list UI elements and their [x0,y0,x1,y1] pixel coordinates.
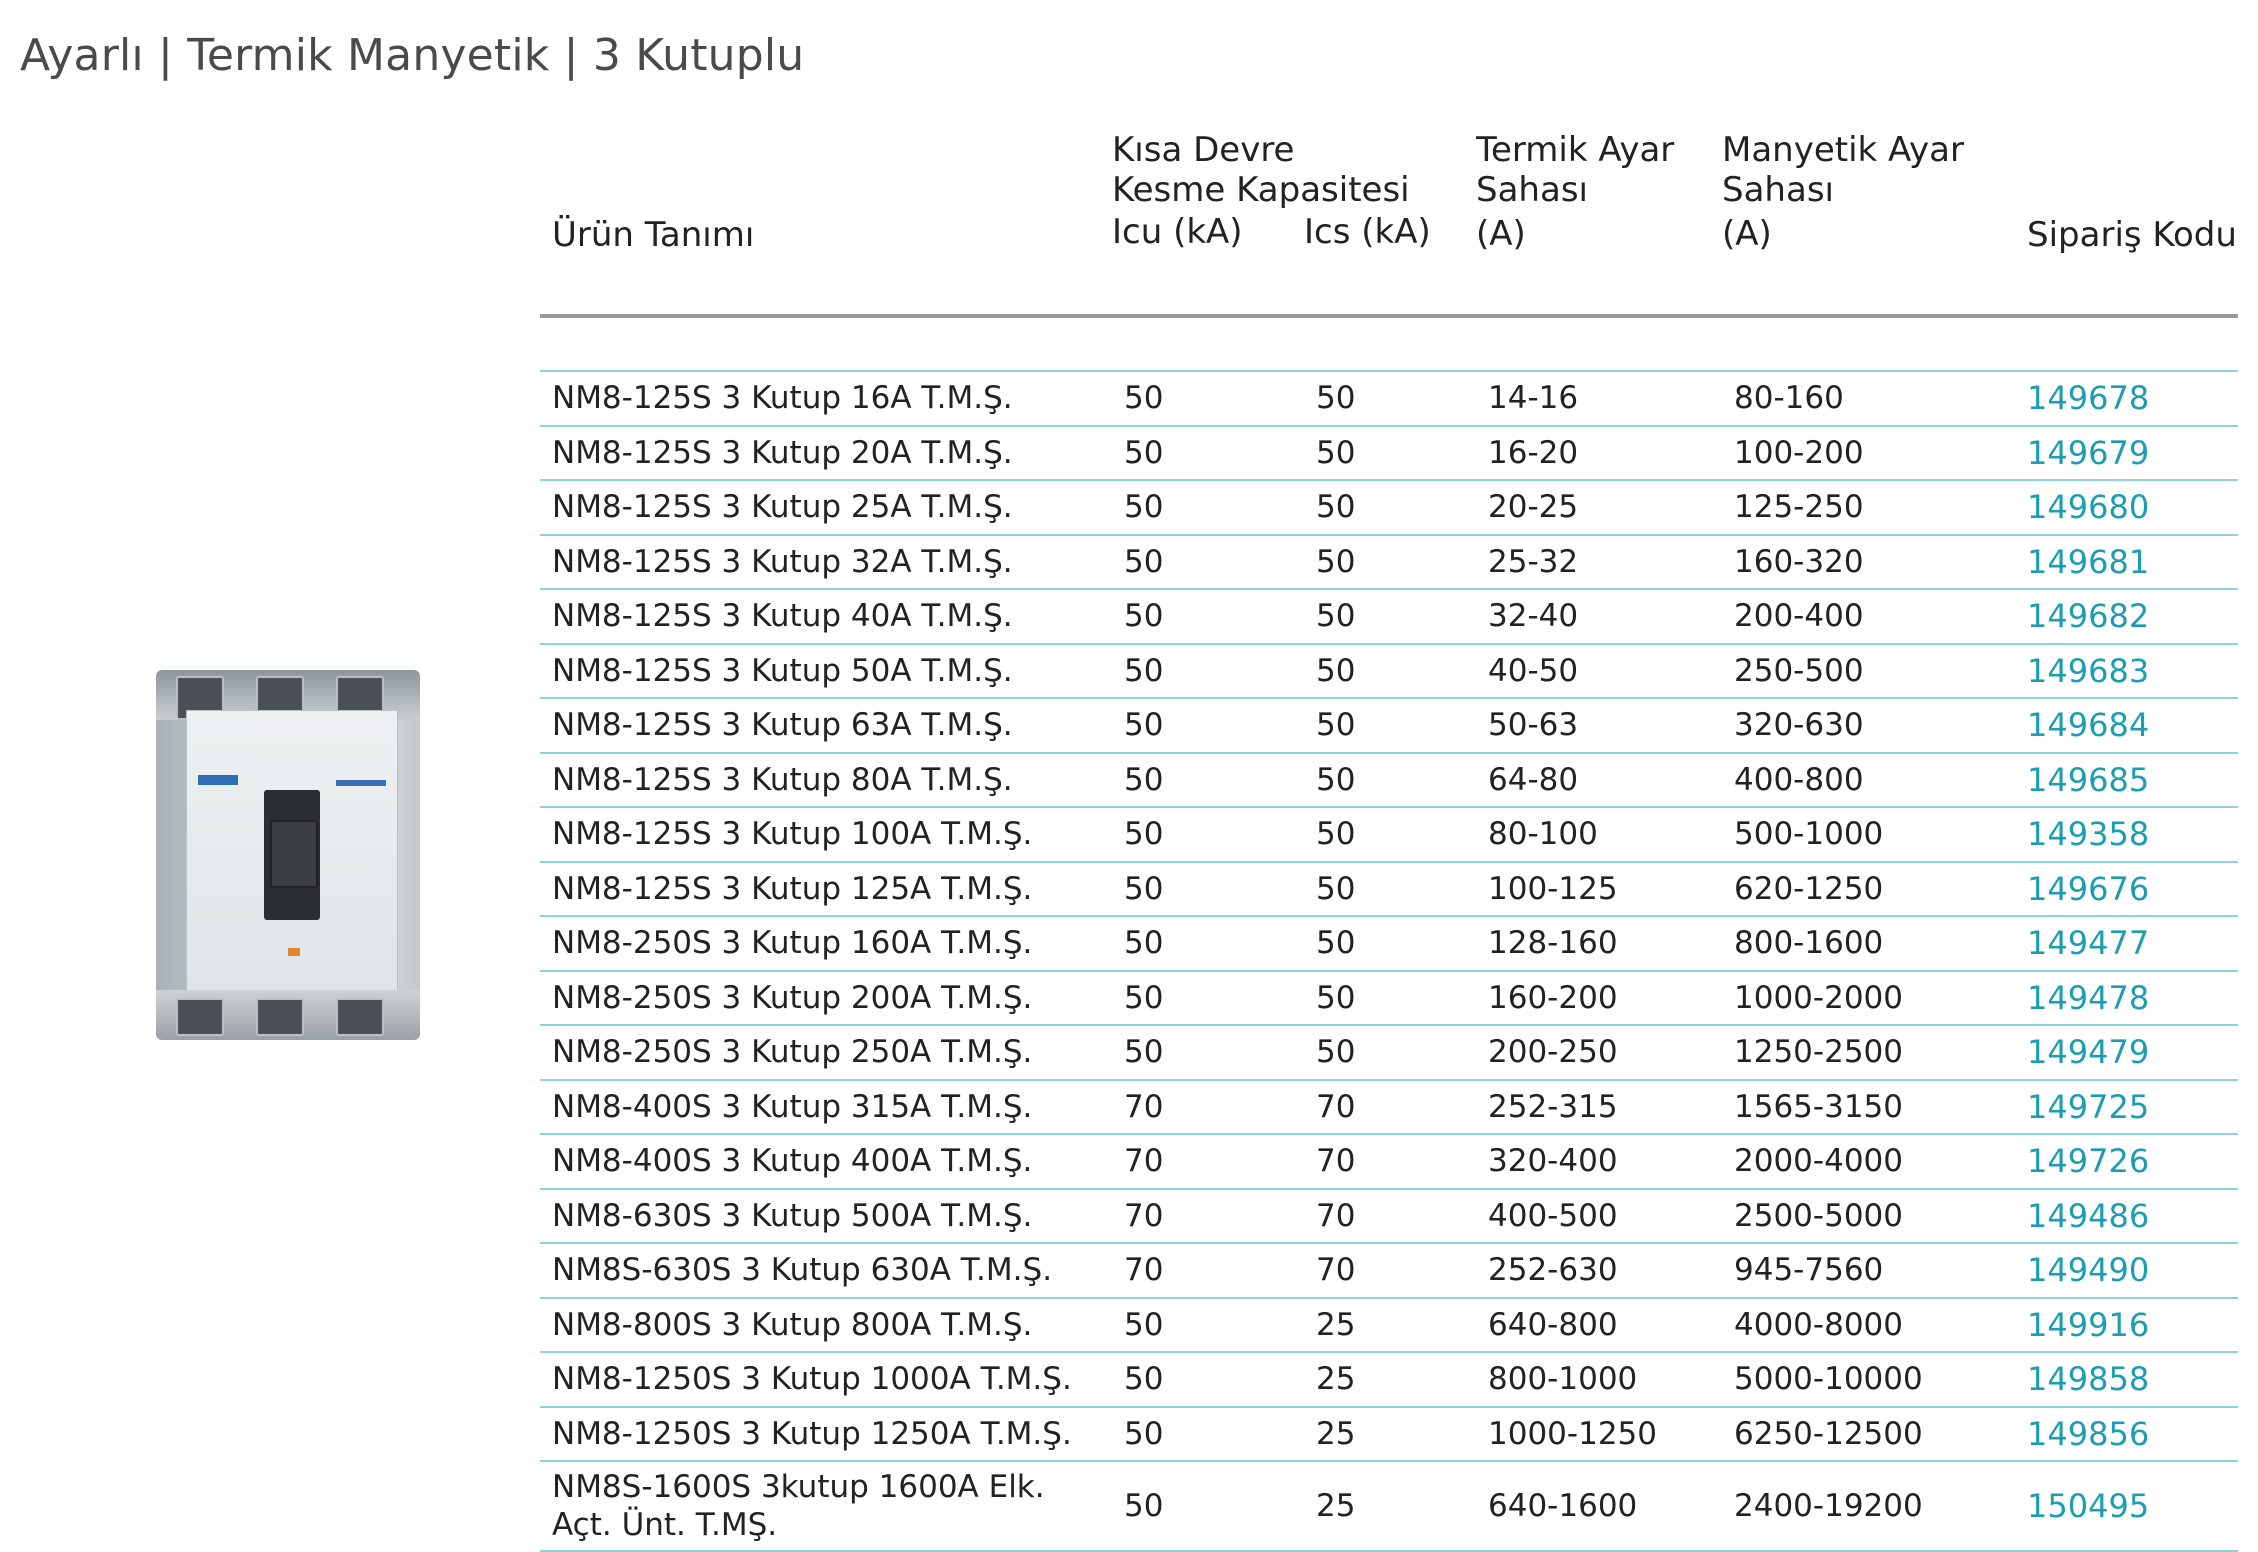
page-title: Ayarlı | Termik Manyetik | 3 Kutuplu [20,30,805,81]
ics-cell: 70 [1304,1080,1476,1135]
ics-cell: 50 [1304,535,1476,590]
thermal-range-cell: 640-1600 [1476,1461,1722,1551]
magnetic-range-cell: 125-250 [1722,480,2015,535]
header-thermal-unit: (A) [1476,214,1526,254]
table-body [540,371,2238,1551]
toggle-handle [270,820,318,888]
header-product [540,130,1112,300]
product-table [540,130,2238,1552]
table-row [540,698,2238,753]
header-magnetic-line1: Manyetik Ayar [1722,130,1964,170]
ics-cell: 50 [1304,971,1476,1026]
thermal-range-cell: 40-50 [1476,644,1722,699]
thermal-range-cell: 640-800 [1476,1298,1722,1353]
magnetic-range-cell: 200-400 [1722,589,2015,644]
table-row [540,644,2238,699]
thermal-range-cell: 320-400 [1476,1134,1722,1189]
circuit-breaker-image [138,650,428,1040]
icu-cell: 50 [1112,535,1304,590]
header-breaking-capacity-label: Kısa Devre Kesme Kapasitesi [1112,130,1410,210]
product-name-cell: NM8-125S 3 Kutup 40A T.M.Ş. [540,589,1112,644]
order-code-cell[interactable]: 149486 [2015,1189,2238,1244]
order-code-cell[interactable]: 149916 [2015,1298,2238,1353]
product-name-cell: NM8-125S 3 Kutup 50A T.M.Ş. [540,644,1112,699]
table-header [540,130,2238,371]
thermal-range-cell: 200-250 [1476,1025,1722,1080]
table-row [540,1189,2238,1244]
product-name-cell: NM8-125S 3 Kutup 100A T.M.Ş. [540,807,1112,862]
icu-cell: 70 [1112,1243,1304,1298]
thermal-range-cell: 50-63 [1476,698,1722,753]
terminal-icon [176,998,224,1036]
order-code-cell[interactable]: 149490 [2015,1243,2238,1298]
thermal-range-cell: 252-630 [1476,1243,1722,1298]
magnetic-range-cell: 620-1250 [1722,862,2015,917]
table-row [540,753,2238,808]
product-name-cell: NM8-1250S 3 Kutup 1250A T.M.Ş. [540,1407,1112,1462]
ics-cell: 50 [1304,807,1476,862]
icu-cell: 70 [1112,1080,1304,1135]
ics-cell: 50 [1304,698,1476,753]
product-name-cell: NM8-800S 3 Kutup 800A T.M.Ş. [540,1298,1112,1353]
order-code-cell[interactable]: 149725 [2015,1080,2238,1135]
icu-cell: 50 [1112,862,1304,917]
table-row [540,535,2238,590]
icu-cell: 50 [1112,698,1304,753]
magnetic-range-cell: 80-160 [1722,371,2015,426]
thermal-range-cell: 32-40 [1476,589,1722,644]
ics-cell: 50 [1304,644,1476,699]
order-code-cell[interactable]: 149477 [2015,916,2238,971]
magnetic-range-cell: 250-500 [1722,644,2015,699]
order-code-cell[interactable]: 149726 [2015,1134,2238,1189]
order-code-cell[interactable]: 150495 [2015,1461,2238,1551]
ics-cell: 70 [1304,1243,1476,1298]
magnetic-range-cell: 800-1600 [1722,916,2015,971]
icu-cell: 50 [1112,589,1304,644]
order-code-cell[interactable]: 149679 [2015,426,2238,481]
thermal-range-cell: 800-1000 [1476,1352,1722,1407]
thermal-range-cell: 14-16 [1476,371,1722,426]
table-row [540,971,2238,1026]
thermal-range-cell: 64-80 [1476,753,1722,808]
product-name-cell: NM8-125S 3 Kutup 80A T.M.Ş. [540,753,1112,808]
magnetic-range-cell: 6250-12500 [1722,1407,2015,1462]
product-name-cell: NM8-125S 3 Kutup 32A T.M.Ş. [540,535,1112,590]
order-code-cell[interactable]: 149478 [2015,971,2238,1026]
header-spacer-row [540,318,2238,371]
order-code-cell[interactable]: 149479 [2015,1025,2238,1080]
icu-cell: 50 [1112,371,1304,426]
table-row [540,916,2238,971]
magnetic-range-cell: 1565-3150 [1722,1080,2015,1135]
icu-cell: 70 [1112,1134,1304,1189]
icu-cell: 50 [1112,1352,1304,1407]
table-row [540,426,2238,481]
thermal-range-cell: 160-200 [1476,971,1722,1026]
icu-cell: 50 [1112,916,1304,971]
product-name-cell: NM8-125S 3 Kutup 125A T.M.Ş. [540,862,1112,917]
header-thermal-line2: Sahası [1476,170,1588,210]
order-code-cell[interactable]: 149684 [2015,698,2238,753]
table-row [540,1134,2238,1189]
header-magnetic [1722,130,2015,300]
order-code-cell[interactable]: 149683 [2015,644,2238,699]
icu-cell: 50 [1112,753,1304,808]
header-icu: Icu (kA) [1112,212,1243,252]
magnetic-range-cell: 945-7560 [1722,1243,2015,1298]
product-name-cell: NM8S-1600S 3kutup 1600A Elk. Açt. Ünt. T.MŞ. [540,1461,1112,1551]
ics-cell: 25 [1304,1407,1476,1462]
ics-cell: 50 [1304,916,1476,971]
product-name-cell: NM8-250S 3 Kutup 160A T.M.Ş. [540,916,1112,971]
thermal-range-cell: 252-315 [1476,1080,1722,1135]
product-name-cell: NM8-125S 3 Kutup 20A T.M.Ş. [540,426,1112,481]
icu-cell: 50 [1112,807,1304,862]
product-name-cell: NM8-400S 3 Kutup 400A T.M.Ş. [540,1134,1112,1189]
product-name-cell: NM8-125S 3 Kutup 63A T.M.Ş. [540,698,1112,753]
product-name-cell: NM8-125S 3 Kutup 16A T.M.Ş. [540,371,1112,426]
order-code-cell[interactable]: 149682 [2015,589,2238,644]
ics-cell: 70 [1304,1189,1476,1244]
header-order-code [2015,130,2238,300]
icu-cell: 50 [1112,426,1304,481]
ics-cell: 25 [1304,1461,1476,1551]
ics-cell: 50 [1304,862,1476,917]
thermal-range-cell: 400-500 [1476,1189,1722,1244]
table-row [540,480,2238,535]
ics-cell: 50 [1304,480,1476,535]
header-magnetic-line2: Sahası [1722,170,1834,210]
table-row [540,371,2238,426]
table-row [540,1243,2238,1298]
ics-cell: 25 [1304,1352,1476,1407]
header-magnetic-unit: (A) [1722,214,1772,254]
thermal-range-cell: 128-160 [1476,916,1722,971]
header-breaking-capacity [1112,130,1476,300]
ics-cell: 50 [1304,753,1476,808]
product-name-cell: NM8-400S 3 Kutup 315A T.M.Ş. [540,1080,1112,1135]
ics-cell: 50 [1304,426,1476,481]
thermal-range-cell: 80-100 [1476,807,1722,862]
header-product-label: Ürün Tanımı [552,215,755,255]
order-code-cell[interactable]: 149358 [2015,807,2238,862]
magnetic-range-cell: 100-200 [1722,426,2015,481]
header-thermal [1476,130,1722,300]
magnetic-range-cell: 4000-8000 [1722,1298,2015,1353]
thermal-range-cell: 1000-1250 [1476,1407,1722,1462]
icu-cell: 50 [1112,1407,1304,1462]
magnetic-range-cell: 1250-2500 [1722,1025,2015,1080]
header-rule [540,300,2238,316]
ics-cell: 70 [1304,1134,1476,1189]
product-name-cell: NM8-250S 3 Kutup 250A T.M.Ş. [540,1025,1112,1080]
header-thermal-line1: Termik Ayar [1476,130,1675,170]
magnetic-range-cell: 2000-4000 [1722,1134,2015,1189]
brand-logo-mark [198,775,238,785]
order-code-cell[interactable]: 149678 [2015,371,2238,426]
thermal-range-cell: 25-32 [1476,535,1722,590]
ics-cell: 50 [1304,1025,1476,1080]
thermal-range-cell: 100-125 [1476,862,1722,917]
ics-cell: 50 [1304,589,1476,644]
icu-cell: 50 [1112,1461,1304,1551]
product-name-cell: NM8S-630S 3 Kutup 630A T.M.Ş. [540,1243,1112,1298]
magnetic-range-cell: 1000-2000 [1722,971,2015,1026]
terminal-icon [336,998,384,1036]
table-row [540,1352,2238,1407]
order-code-cell[interactable]: 149676 [2015,862,2238,917]
header-order-code-label: Sipariş Kodu [2027,215,2237,255]
table-row [540,862,2238,917]
table-row [540,1080,2238,1135]
thermal-range-cell: 20-25 [1476,480,1722,535]
ics-cell: 50 [1304,371,1476,426]
product-name-cell: NM8-250S 3 Kutup 200A T.M.Ş. [540,971,1112,1026]
indicator-mark [288,948,300,956]
table-row [540,1025,2238,1080]
product-name-cell: NM8-630S 3 Kutup 500A T.M.Ş. [540,1189,1112,1244]
table-row [540,1407,2238,1462]
order-code-cell[interactable]: 149858 [2015,1352,2238,1407]
ics-cell: 25 [1304,1298,1476,1353]
order-code-cell[interactable]: 149685 [2015,753,2238,808]
order-code-cell[interactable]: 149681 [2015,535,2238,590]
magnetic-range-cell: 500-1000 [1722,807,2015,862]
table-row [540,807,2238,862]
icu-cell: 70 [1112,1189,1304,1244]
header-ics: Ics (kA) [1304,212,1431,252]
magnetic-range-cell: 2500-5000 [1722,1189,2015,1244]
magnetic-range-cell: 400-800 [1722,753,2015,808]
thermal-range-cell: 16-20 [1476,426,1722,481]
table-row [540,1461,2238,1551]
icu-cell: 50 [1112,480,1304,535]
terminal-icon [256,998,304,1036]
circuit-breaker-illustration [146,670,416,1030]
icu-cell: 50 [1112,1025,1304,1080]
order-code-cell[interactable]: 149856 [2015,1407,2238,1462]
magnetic-range-cell: 5000-10000 [1722,1352,2015,1407]
magnetic-range-cell: 2400-19200 [1722,1461,2015,1551]
product-table-container [540,130,2238,1552]
product-name-cell: NM8-1250S 3 Kutup 1000A T.M.Ş. [540,1352,1112,1407]
label-strip [336,780,386,786]
icu-cell: 50 [1112,644,1304,699]
icu-cell: 50 [1112,971,1304,1026]
table-row [540,589,2238,644]
table-row [540,1298,2238,1353]
product-name-cell: NM8-125S 3 Kutup 25A T.M.Ş. [540,480,1112,535]
icu-cell: 50 [1112,1298,1304,1353]
order-code-cell[interactable]: 149680 [2015,480,2238,535]
magnetic-range-cell: 160-320 [1722,535,2015,590]
magnetic-range-cell: 320-630 [1722,698,2015,753]
